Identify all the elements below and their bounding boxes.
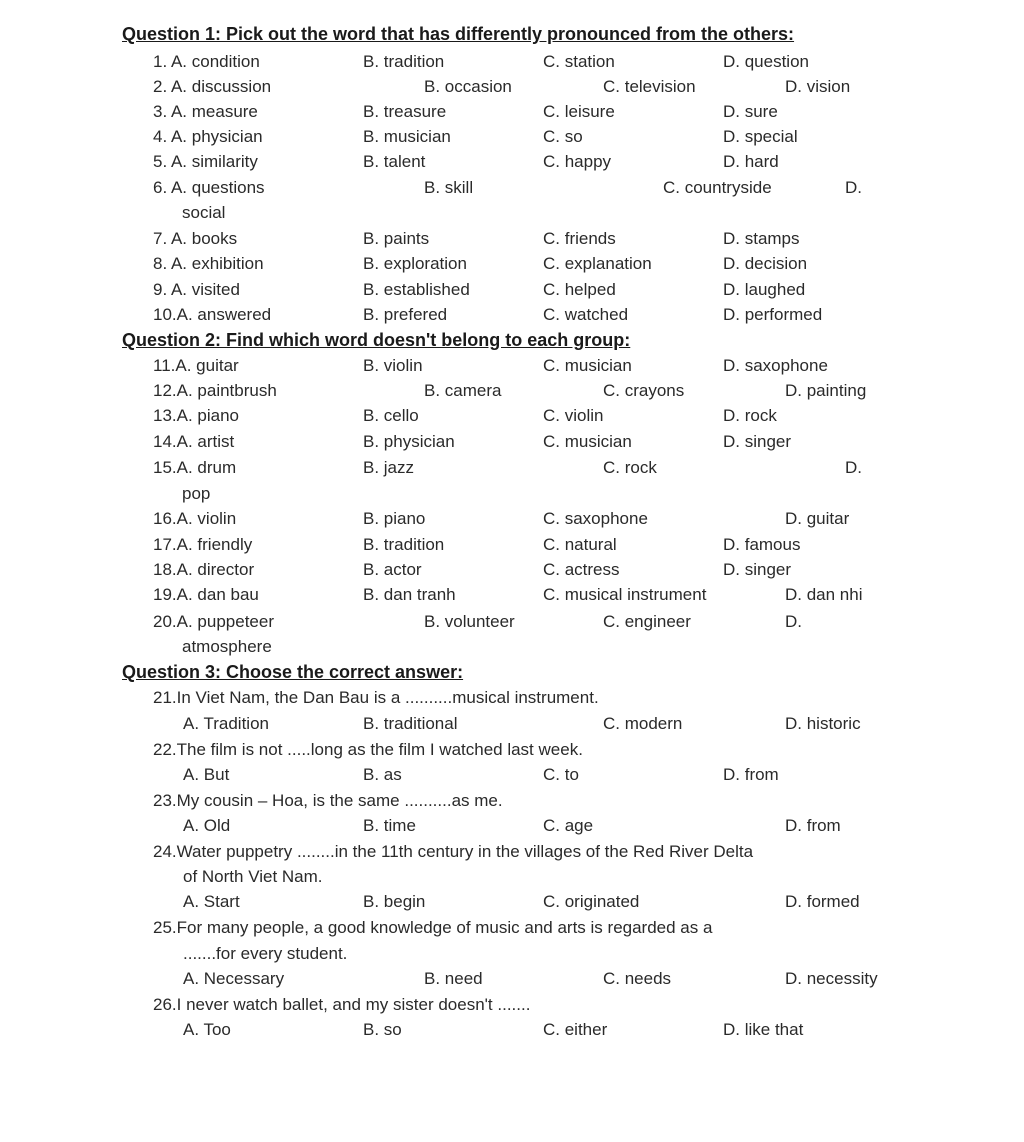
- q2-item-17-d: D. famous: [723, 535, 801, 554]
- q2-item-15-c: C. rock: [603, 458, 657, 477]
- q3-item-22-d: D. from: [723, 765, 779, 784]
- q1-item-1-d: D. question: [723, 52, 809, 71]
- q1-item-10-b: B. prefered: [363, 305, 448, 324]
- q3-item-24-d: D. formed: [785, 892, 860, 911]
- q1-item-7-c: C. friends: [543, 229, 616, 248]
- q2-item-17-a: 17.A. friendly: [153, 535, 253, 554]
- q1-item-6-b: B. skill: [424, 178, 474, 197]
- q1-item-1-c: C. station: [543, 52, 615, 71]
- q1-item-9-d: D. laughed: [723, 280, 806, 299]
- q3-item-24-b: B. begin: [363, 892, 426, 911]
- q3-item-23-a: A. Old: [183, 816, 231, 835]
- q1-item-8-c: C. explanation: [543, 254, 652, 273]
- q3-item-21-b: B. traditional: [363, 714, 458, 733]
- question-3-heading: Question 3: Choose the correct answer:: [122, 662, 464, 682]
- q1-item-6-a: 6. A. questions: [153, 178, 265, 197]
- q3-item-21-d: D. historic: [785, 714, 861, 733]
- q2-item-18-d: D. singer: [723, 560, 792, 579]
- q3-item-25-stem: 25.For many people, a good knowledge of music and arts is regarded as a: [153, 918, 713, 937]
- q3-item-25-c: C. needs: [603, 969, 672, 988]
- q1-item-3-d: D. sure: [723, 102, 778, 121]
- question-1-heading: Question 1: Pick out the word that has differently pronounced from the others:: [122, 24, 795, 44]
- q2-item-13-d: D. rock: [723, 406, 777, 425]
- q1-item-2-c: C. television: [603, 77, 696, 96]
- q3-item-24-a: A. Start: [183, 892, 240, 911]
- q1-item-7-a: 7. A. books: [153, 229, 238, 248]
- q1-item-10-c: C. watched: [543, 305, 629, 324]
- q1-item-1-a: 1. A. condition: [153, 52, 260, 71]
- q2-item-16-c: C. saxophone: [543, 509, 648, 528]
- q1-item-8-d: D. decision: [723, 254, 808, 273]
- q3-item-25-stem-cont: .......for every student.: [183, 944, 348, 963]
- q2-item-19-d: D. dan nhi: [785, 585, 863, 604]
- q1-item-4-b: B. musician: [363, 127, 451, 146]
- q3-item-23-stem: 23.My cousin – Hoa, is the same ..........as me.: [153, 791, 503, 810]
- q2-item-12-d: D. painting: [785, 381, 867, 400]
- q2-item-20-c: C. engineer: [603, 612, 691, 631]
- q1-item-5-a: 5. A. similarity: [153, 152, 258, 171]
- q2-item-18-c: C. actress: [543, 560, 620, 579]
- q2-item-12-a: 12.A. paintbrush: [153, 381, 277, 400]
- q3-item-24-stem: 24.Water puppetry ........in the 11th century in the villages of the Red River Delta: [153, 842, 754, 861]
- q1-item-3-b: B. treasure: [363, 102, 447, 121]
- q2-item-18-b: B. actor: [363, 560, 422, 579]
- q2-item-15-a: 15.A. drum: [153, 458, 237, 477]
- q2-item-20-a: 20.A. puppeteer: [153, 612, 274, 631]
- q1-item-10-d: D. performed: [723, 305, 823, 324]
- q2-item-14-b: B. physician: [363, 432, 455, 451]
- q1-item-7-b: B. paints: [363, 229, 430, 248]
- q3-item-26-c: C. either: [543, 1020, 608, 1039]
- q1-item-2-b: B. occasion: [424, 77, 512, 96]
- q1-item-9-a: 9. A. visited: [153, 280, 240, 299]
- q2-item-14-c: C. musician: [543, 432, 632, 451]
- q3-item-26-a: A. Too: [183, 1020, 231, 1039]
- q2-item-16-d: D. guitar: [785, 509, 850, 528]
- q1-item-10-a: 10.A. answered: [153, 305, 272, 324]
- q3-item-21-c: C. modern: [603, 714, 683, 733]
- q2-item-19-c: C. musical instrument: [543, 585, 707, 604]
- question-2-heading: Question 2: Find which word doesn't belong to each group:: [122, 330, 631, 350]
- q2-item-17-b: B. tradition: [363, 535, 445, 554]
- q1-item-4-d: D. special: [723, 127, 798, 146]
- q3-item-23-d: D. from: [785, 816, 841, 835]
- q2-item-11-c: C. musician: [543, 356, 632, 375]
- q3-item-24-c: C. originated: [543, 892, 640, 911]
- q1-item-4-a: 4. A. physician: [153, 127, 263, 146]
- q3-item-21-a: A. Tradition: [183, 714, 269, 733]
- q2-item-11-a: 11.A. guitar: [153, 356, 239, 375]
- q2-item-14-d: D. singer: [723, 432, 792, 451]
- q3-item-21-stem: 21.In Viet Nam, the Dan Bau is a ..........musical instrument.: [153, 688, 599, 707]
- q3-item-22-stem: 22.The film is not .....long as the film I watched last week.: [153, 740, 583, 759]
- q2-item-18-a: 18.A. director: [153, 560, 255, 579]
- q1-item-2-d: D. vision: [785, 77, 851, 96]
- q2-item-11-b: B. violin: [363, 356, 423, 375]
- q2-item-14-a: 14.A. artist: [153, 432, 235, 451]
- q1-item-8-a: 8. A. exhibition: [153, 254, 264, 273]
- q2-item-20-b: B. volunteer: [424, 612, 515, 631]
- q1-item-2-a: 2. A. discussion: [153, 77, 272, 96]
- q2-item-12-b: B. camera: [424, 381, 502, 400]
- q1-item-4-c: C. so: [543, 127, 583, 146]
- q2-item-15-b: B. jazz: [363, 458, 415, 477]
- q3-item-23-c: C. age: [543, 816, 594, 835]
- q3-item-25-d: D. necessity: [785, 969, 878, 988]
- q3-item-22-a: A. But: [183, 765, 230, 784]
- q3-item-25-b: B. need: [424, 969, 483, 988]
- q2-item-15-d: D.: [845, 458, 862, 477]
- q2-item-16-b: B. piano: [363, 509, 426, 528]
- q1-item-6-c: C. countryside: [663, 178, 772, 197]
- q2-item-17-c: C. natural: [543, 535, 617, 554]
- q3-item-26-d: D. like that: [723, 1020, 804, 1039]
- q1-item-1-b: B. tradition: [363, 52, 445, 71]
- q2-item-15-d-word: pop: [182, 484, 211, 503]
- q2-item-13-b: B. cello: [363, 406, 419, 425]
- q2-item-16-a: 16.A. violin: [153, 509, 237, 528]
- q1-item-6-d-word: social: [182, 203, 226, 222]
- q1-item-5-c: C. happy: [543, 152, 612, 171]
- q3-item-25-a: A. Necessary: [183, 969, 285, 988]
- q1-item-5-d: D. hard: [723, 152, 779, 171]
- q1-item-8-b: B. exploration: [363, 254, 467, 273]
- q2-item-19-a: 19.A. dan bau: [153, 585, 259, 604]
- q1-item-3-c: C. leisure: [543, 102, 615, 121]
- q2-item-12-c: C. crayons: [603, 381, 685, 400]
- q3-item-24-stem-cont: of North Viet Nam.: [183, 867, 323, 886]
- q1-item-9-b: B. established: [363, 280, 470, 299]
- q1-item-5-b: B. talent: [363, 152, 426, 171]
- q1-item-9-c: C. helped: [543, 280, 616, 299]
- q2-item-13-c: C. violin: [543, 406, 604, 425]
- q2-item-11-d: D. saxophone: [723, 356, 828, 375]
- q2-item-13-a: 13.A. piano: [153, 406, 240, 425]
- q1-item-3-a: 3. A. measure: [153, 102, 258, 121]
- q3-item-26-stem: 26.I never watch ballet, and my sister doesn't .......: [153, 995, 531, 1014]
- q1-item-6-d: D.: [845, 178, 862, 197]
- q2-item-20-d-word: atmosphere: [182, 637, 272, 656]
- q2-item-20-d: D.: [785, 612, 802, 631]
- q3-item-26-b: B. so: [363, 1020, 402, 1039]
- q3-item-23-b: B. time: [363, 816, 416, 835]
- q2-item-19-b: B. dan tranh: [363, 585, 456, 604]
- q3-item-22-c: C. to: [543, 765, 579, 784]
- q1-item-7-d: D. stamps: [723, 229, 800, 248]
- q3-item-22-b: B. as: [363, 765, 402, 784]
